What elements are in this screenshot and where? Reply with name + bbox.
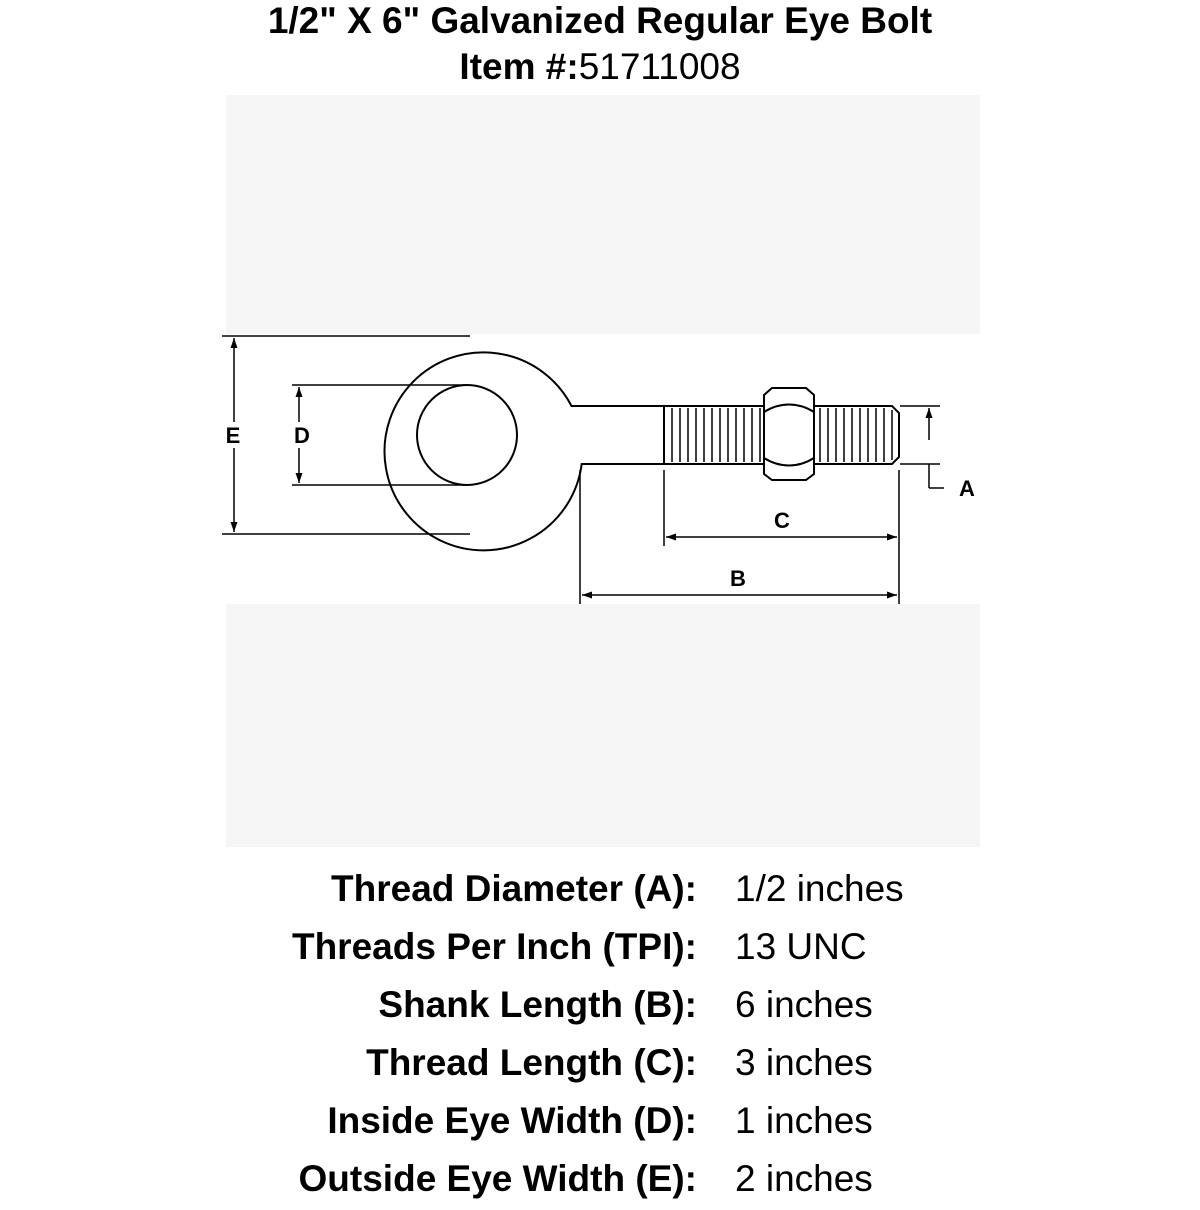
dimension-label-c: C <box>774 508 790 533</box>
spec-row <box>0 978 1200 1036</box>
dimension-label-b: B <box>730 566 746 591</box>
spec-label: Threads Per Inch (TPI): <box>291 926 697 967</box>
spec-value: 13 UNC <box>735 926 867 967</box>
extension-lines <box>222 336 944 604</box>
spec-label: Thread Diameter (A): <box>331 868 697 909</box>
inner-eye <box>417 385 517 485</box>
item-number: 51711008 <box>578 46 741 87</box>
spec-label: Outside Eye Width (E): <box>298 1158 697 1199</box>
spec-value: 1/2 inches <box>735 868 904 909</box>
hex-nut <box>764 388 814 480</box>
spec-value: 2 inches <box>735 1158 873 1199</box>
spec-row <box>0 1094 1200 1152</box>
spec-row <box>0 920 1200 978</box>
page-title: 1/2" X 6" Galvanized Regular Eye Bolt <box>267 0 933 41</box>
spec-value: 1 inches <box>735 1100 873 1141</box>
spec-label: Inside Eye Width (D): <box>327 1100 697 1141</box>
spec-label: Thread Length (C): <box>366 1042 697 1083</box>
dimension-label-d: D <box>294 423 310 448</box>
spec-value: 6 inches <box>735 984 873 1025</box>
spec-label: Shank Length (B): <box>378 984 697 1025</box>
spec-row <box>0 1152 1200 1210</box>
spec-value: 3 inches <box>735 1042 873 1083</box>
item-label: Item #: <box>459 46 579 87</box>
spec-row <box>0 1036 1200 1094</box>
dimension-label-e: E <box>225 423 241 448</box>
dimension-label-a: A <box>959 476 975 501</box>
spec-row <box>0 862 1200 920</box>
